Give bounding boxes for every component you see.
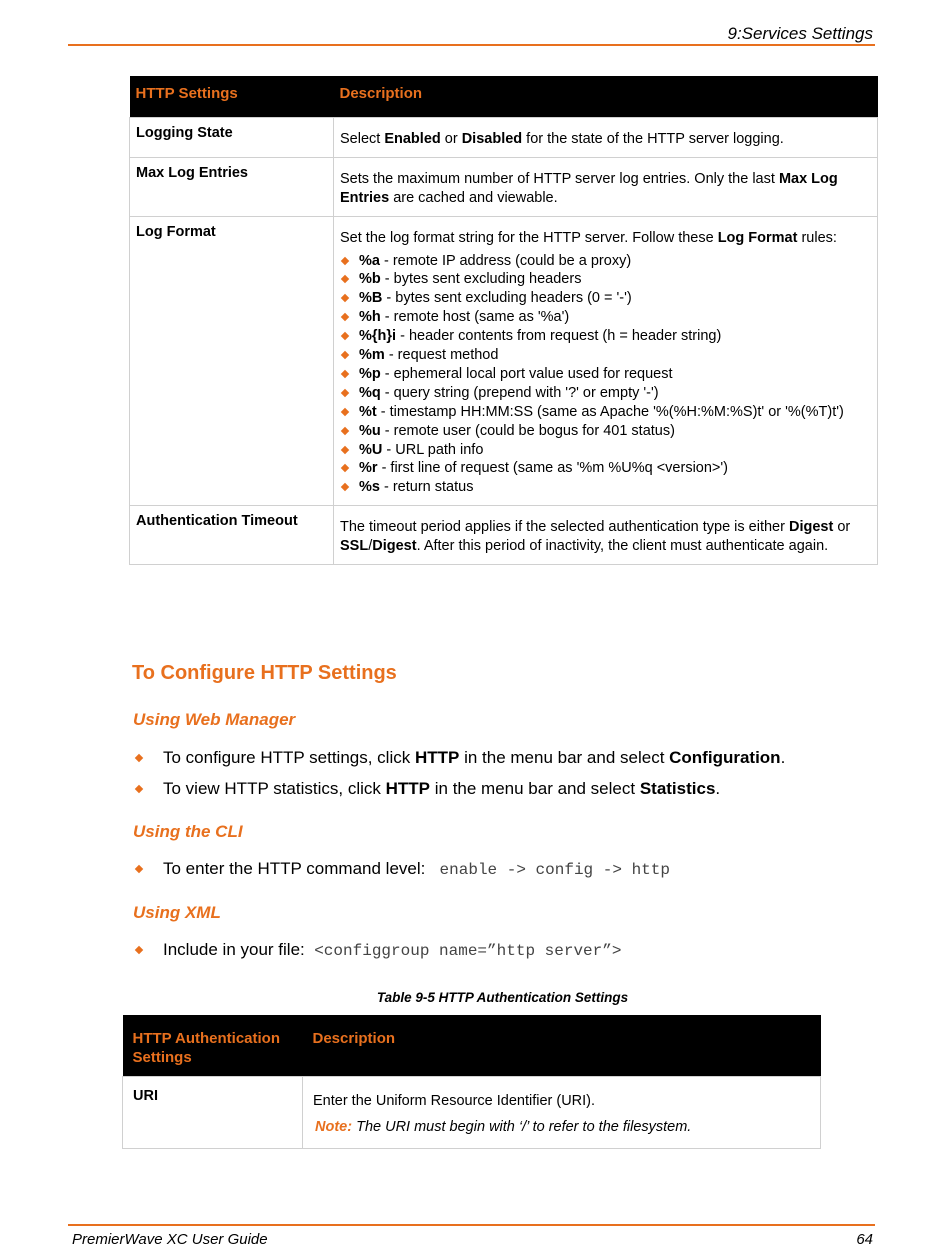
table-row <box>130 117 878 157</box>
table-row <box>130 157 878 216</box>
log-format-rule: %b - bytes sent excluding headers <box>340 270 871 289</box>
cli-command-code: enable -> config -> http <box>439 861 670 879</box>
bullet-diamond-icon <box>341 332 349 340</box>
setting-description: Select Enabled or Disabled for the state of the HTTP server logging. <box>334 117 878 157</box>
xml-code: <configgroup name=”http server”> <box>314 942 622 960</box>
header-rule <box>68 44 875 46</box>
bullet-diamond-icon <box>135 785 143 793</box>
setting-name: Max Log Entries <box>130 157 334 216</box>
log-format-rule: %h - remote host (same as '%a') <box>340 308 871 327</box>
subheading-xml: Using XML <box>133 903 221 922</box>
list-item-text: To enter the HTTP command level: enable -> config -> http <box>163 859 670 879</box>
log-format-rule: %{h}i - header contents from request (h = header string) <box>340 327 871 346</box>
http-authentication-table <box>122 1015 821 1149</box>
bullet-diamond-icon <box>135 865 143 873</box>
log-format-rule: %m - request method <box>340 346 871 365</box>
footer-rule <box>68 1224 875 1226</box>
bullet-diamond-icon <box>341 294 349 302</box>
table-header-row <box>130 76 878 117</box>
setting-name: URI <box>123 1076 303 1148</box>
list-item-text: Include in your file: <configgroup name=”http server”> <box>163 940 622 960</box>
setting-name: Log Format <box>130 216 334 506</box>
table-caption: Table 9-5 HTTP Authentication Settings <box>376 990 629 1005</box>
column-header-description: Description <box>334 76 878 117</box>
page-number: 64 <box>856 1231 873 1248</box>
note-label: Note: <box>315 1118 353 1135</box>
column-header-settings: HTTP Settings <box>130 76 334 117</box>
header-title: 9:Services Settings <box>727 24 873 43</box>
table-row <box>130 506 878 565</box>
description-text: Enter the Uniform Resource Identifier (URI). <box>313 1092 596 1109</box>
column-header-description: Description <box>303 1015 821 1076</box>
setting-description <box>303 1076 821 1148</box>
setting-description: Set the log format string for the HTTP server. Follow these Log Format rules: %a - remote IP address (could be a proxy) %b - bytes sent excluding headers %B - bytes sent excluding headers (0 = '-') %h - remote host (same as '%a') %{h}i - header contents from request (h = header string) %m - request method %p - ephemeral local port value used for request %q - query string (prepend with '?' or empty '-') %t - timestamp HH:MM:SS (same as Apache '%(%H:%M:%S)t' or '%(%T)t') %u - remote user (could be bogus for 401 status) %U - URL path info %r - first line of request (same as '%m %U%q <version>') %s - return status <box>334 216 878 506</box>
log-format-rule: %t - timestamp HH:MM:SS (same as Apache '%(%H:%M:%S)t' or '%(%T)t') <box>340 403 871 422</box>
setting-description: Sets the maximum number of HTTP server log entries. Only the last Max Log Entries are cached and viewable. <box>334 157 878 216</box>
bullet-diamond-icon <box>341 483 349 491</box>
table-row <box>123 1076 821 1148</box>
bullet-diamond-icon <box>341 370 349 378</box>
bullet-diamond-icon <box>341 313 349 321</box>
bullet-diamond-icon <box>135 946 143 954</box>
bullet-diamond-icon <box>341 389 349 397</box>
log-format-rule: %s - return status <box>340 478 871 497</box>
setting-description: The timeout period applies if the selected authentication type is either Digest or SSL/Digest. After this period of inactivity, the client must authenticate again. <box>334 506 878 565</box>
note-text: The URI must begin with ‘/’ to refer to the filesystem. <box>356 1118 692 1135</box>
log-format-rule: %q - query string (prepend with '?' or empty '-') <box>340 384 871 403</box>
footer-title: PremierWave XC User Guide <box>72 1231 268 1248</box>
setting-name: Logging State <box>130 117 334 157</box>
column-header-auth-settings: HTTP Authentication Settings <box>123 1015 303 1076</box>
log-format-rules-list <box>340 252 871 498</box>
log-format-rule: %r - first line of request (same as '%m %U%q <version>') <box>340 459 871 478</box>
subheading-web-manager: Using Web Manager <box>133 710 296 729</box>
list-item-text: To configure HTTP settings, click HTTP in the menu bar and select Configuration. <box>163 748 786 767</box>
bullet-diamond-icon <box>341 426 349 434</box>
table-header-row <box>123 1015 821 1076</box>
log-format-rule: %a - remote IP address (could be a proxy) <box>340 252 871 271</box>
list-item-text: To view HTTP statistics, click HTTP in the menu bar and select Statistics. <box>163 779 721 798</box>
section-heading: To Configure HTTP Settings <box>132 662 397 684</box>
log-format-rule: %U - URL path info <box>340 441 871 460</box>
bullet-diamond-icon <box>341 464 349 472</box>
bullet-diamond-icon <box>341 275 349 283</box>
log-format-rule: %p - ephemeral local port value used for request <box>340 365 871 384</box>
bullet-diamond-icon <box>341 256 349 264</box>
bullet-diamond-icon <box>341 351 349 359</box>
setting-name: Authentication Timeout <box>130 506 334 565</box>
table-row <box>130 216 878 506</box>
note <box>313 1118 810 1137</box>
http-settings-table <box>129 76 878 565</box>
subheading-cli: Using the CLI <box>133 822 243 841</box>
log-format-rule: %B - bytes sent excluding headers (0 = '-') <box>340 289 871 308</box>
bullet-diamond-icon <box>341 408 349 416</box>
log-format-rule: %u - remote user (could be bogus for 401 status) <box>340 422 871 441</box>
bullet-diamond-icon <box>135 754 143 762</box>
bullet-diamond-icon <box>341 445 349 453</box>
